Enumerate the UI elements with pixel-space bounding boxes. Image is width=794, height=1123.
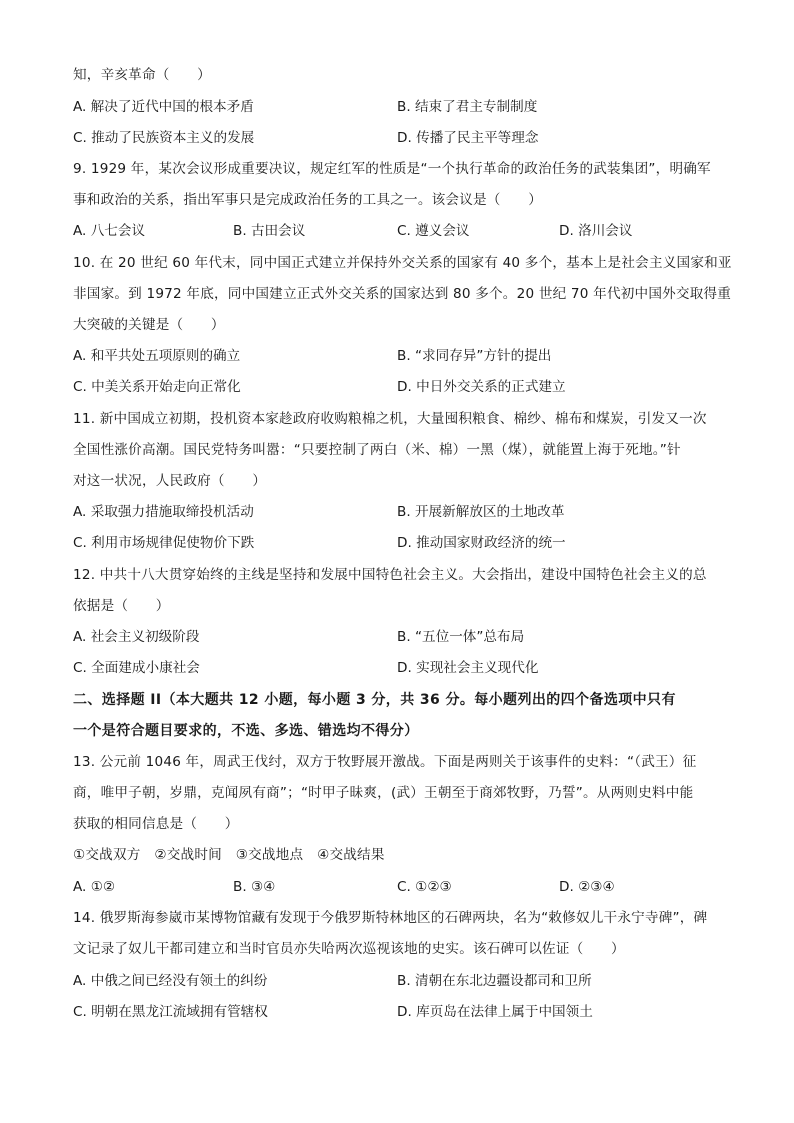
q10-option-d: D. 中日外交关系的正式建立 bbox=[397, 379, 566, 395]
question-9-line-2: 事和政治的关系，指出军事只是完成政治任务的工具之一。该会议是（ ） bbox=[73, 192, 542, 208]
q9-option-b: B. 古田会议 bbox=[233, 223, 306, 239]
q12-option-a: A. 社会主义初级阶段 bbox=[73, 629, 200, 645]
q11-option-c: C. 利用市场规律促使物价下跌 bbox=[73, 535, 255, 551]
q8-option-b: B. 结束了君主专制制度 bbox=[397, 99, 538, 115]
q8-option-a: A. 解决了近代中国的根本矛盾 bbox=[73, 99, 254, 115]
question-12-line-2: 依据是（ ） bbox=[73, 598, 170, 614]
question-11-line-1: 11. 新中国成立初期，投机资本家趁政府收购粮棉之机，大量囤积粮食、棉纱、棉布和煤炭，引发又一次 bbox=[73, 411, 707, 427]
question-14-line-2: 文记录了奴儿干都司建立和当时官员亦失哈两次巡视该地的史实。该石碑可以佐证（ ） bbox=[73, 941, 625, 957]
question-13-line-3: 获取的相同信息是（ ） bbox=[73, 816, 239, 832]
q11-option-b: B. 开展新解放区的土地改革 bbox=[397, 504, 565, 520]
q9-option-a: A. 八七会议 bbox=[73, 223, 146, 239]
question-11-line-2: 全国性涨价高潮。国民党特务叫嚣：“只要控制了两白（米、棉）一黑（煤），就能置上海于死地。”针 bbox=[73, 442, 681, 458]
q13-option-b: B. ③④ bbox=[233, 879, 276, 895]
q12-option-b: B. “五位一体”总布局 bbox=[397, 629, 525, 645]
question-13-line-1: 13. 公元前 1046 年，周武王伐纣，双方于牧野展开激战。下面是两则关于该事件的史料：“（武王）征 bbox=[73, 754, 697, 770]
q10-option-a: A. 和平共处五项原则的确立 bbox=[73, 348, 241, 364]
q13-option-d: D. ②③④ bbox=[559, 879, 615, 895]
q14-option-d: D. 库页岛在法律上属于中国领土 bbox=[397, 1004, 593, 1020]
question-8-tail: 知，辛亥革命（ ） bbox=[73, 67, 211, 83]
question-13-items: ①交战双方 ②交战时间 ③交战地点 ④交战结果 bbox=[73, 847, 385, 863]
q12-option-c: C. 全面建成小康社会 bbox=[73, 660, 200, 676]
question-9-line-1: 9. 1929 年，某次会议形成重要决议，规定红军的性质是“一个执行革命的政治任务的武装集团”，明确军 bbox=[73, 161, 711, 177]
question-11-line-3: 对这一状况，人民政府（ ） bbox=[73, 473, 267, 489]
q8-option-c: C. 推动了民族资本主义的发展 bbox=[73, 130, 255, 146]
q12-option-d: D. 实现社会主义现代化 bbox=[397, 660, 539, 676]
q11-option-d: D. 推动国家财政经济的统一 bbox=[397, 535, 566, 551]
question-14-line-1: 14. 俄罗斯海参崴市某博物馆藏有发现于今俄罗斯特林地区的石碑两块，名为“敕修奴儿干永宁寺碑”，碑 bbox=[73, 910, 708, 926]
q9-option-c: C. 遵义会议 bbox=[397, 223, 470, 239]
q10-option-c: C. 中美关系开始走向正常化 bbox=[73, 379, 241, 395]
section-2-heading-line-1: 二、选择题 II（本大题共 12 小题，每小题 3 分，共 36 分。每小题列出的四个备选项中只有 bbox=[73, 692, 676, 708]
question-10-line-2: 非国家。到 1972 年底，同中国建立正式外交关系的国家达到 80 多个。20 世纪 70 年代初中国外交取得重 bbox=[73, 286, 732, 302]
q8-option-d: D. 传播了民主平等理念 bbox=[397, 130, 539, 146]
question-10-line-1: 10. 在 20 世纪 60 年代末，同中国正式建立并保持外交关系的国家有 40 多个，基本上是社会主义国家和亚 bbox=[73, 255, 732, 271]
q13-option-a: A. ①② bbox=[73, 879, 116, 895]
question-13-line-2: 商，唯甲子朝，岁鼎，克闻夙有商”；“时甲子昧爽，(武）王朝至于商郊牧野，乃誓”。从两则史料中能 bbox=[73, 785, 694, 801]
q13-option-c: C. ①②③ bbox=[397, 879, 452, 895]
q14-option-a: A. 中俄之间已经没有领土的纠纷 bbox=[73, 973, 268, 989]
q11-option-a: A. 采取强力措施取缔投机活动 bbox=[73, 504, 254, 520]
q10-option-b: B. “求同存异”方针的提出 bbox=[397, 348, 552, 364]
question-10-line-3: 大突破的关键是（ ） bbox=[73, 317, 225, 333]
q14-option-b: B. 清朝在东北边疆设都司和卫所 bbox=[397, 973, 592, 989]
question-12-line-1: 12. 中共十八大贯穿始终的主线是坚持和发展中国特色社会主义。大会指出，建设中国特色社会主义的总 bbox=[73, 567, 707, 583]
q14-option-c: C. 明朝在黑龙江流域拥有管辖权 bbox=[73, 1004, 268, 1020]
section-2-heading-line-2: 一个是符合题目要求的，不选、多选、错选均不得分） bbox=[73, 723, 419, 739]
q9-option-d: D. 洛川会议 bbox=[559, 223, 633, 239]
